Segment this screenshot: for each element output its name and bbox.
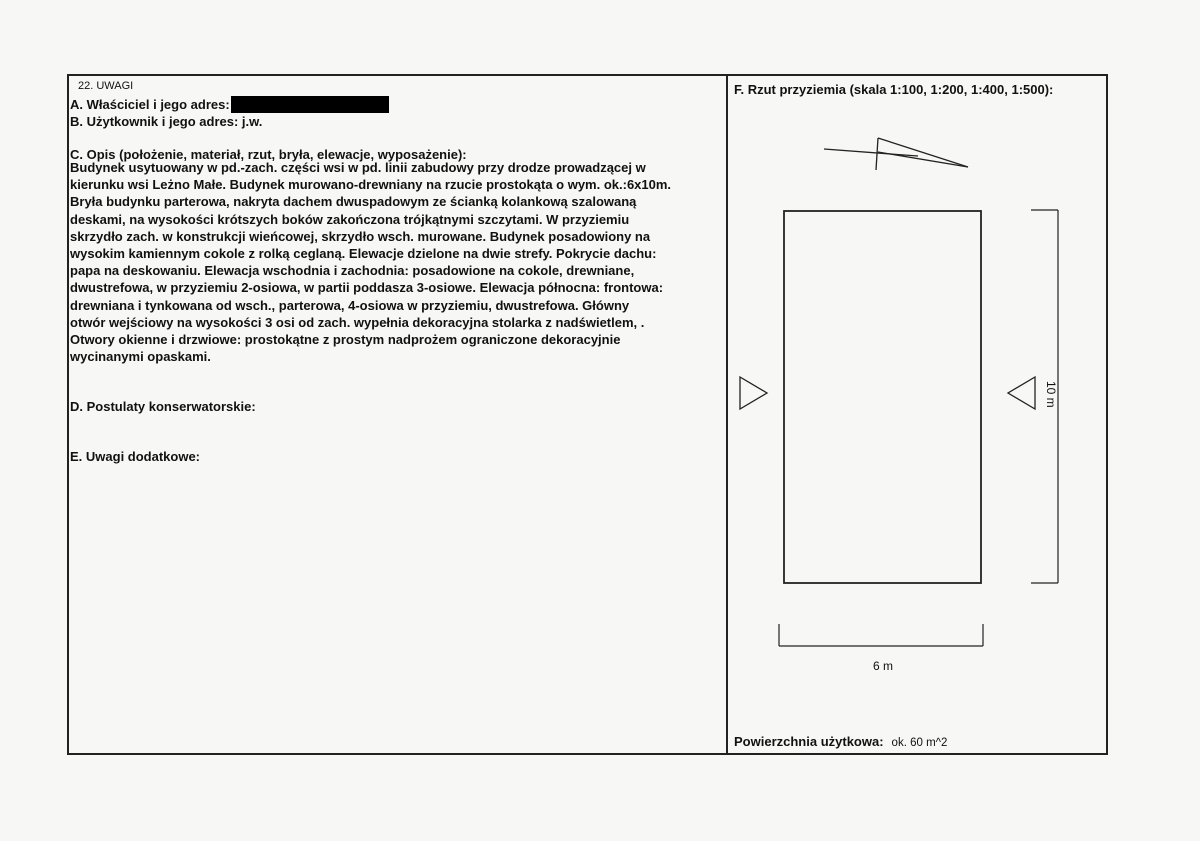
description-line: skrzydło zach. w konstrukcji wieńcowej, skrzydło wsch. murowane. Budynek posadowiony na	[70, 228, 651, 244]
form-sheet	[67, 74, 1108, 755]
description-text	[70, 159, 730, 365]
description-line: deskami, na wysokości krótszych boków zakończona trójkątnymi szczytami. W przyziemiu	[70, 211, 630, 227]
description-line: Otwory okienne i drzwiowe: prostokątne z prostym nadprożem ograniczone dekoracyjnie	[70, 332, 621, 348]
ground-plan-drawing	[728, 76, 1108, 757]
width-label: 6 m	[873, 659, 894, 673]
description-line: papa na deskowaniu. Elewacja wschodnia i zachodnia: posadowione na cokole, drewniane,	[70, 263, 635, 279]
length-label: 10 m	[1044, 381, 1058, 408]
description-line: Bryła budynku parterowa, nakryta dachem dwuspadowym ze ścianką kolankową szalowaną	[70, 194, 637, 210]
usable-area-row	[734, 733, 947, 751]
redacted-address	[231, 96, 389, 113]
owner-row	[70, 96, 389, 113]
usable-area-value: ok. 60 m^2	[891, 737, 948, 749]
description-line: Budynek usytuowany w pd.-zach. części wsi w pd. linii zabudowy przy drodze prowadzącej w	[70, 160, 646, 175]
entrance-arrow-right-icon	[1008, 377, 1035, 409]
description-line: drewniana i tynkowana od wsch., parterowa, 4-osiowa w przyziemiu, dwustrefowa. Główny	[70, 297, 630, 313]
entrance-arrow-left-icon	[740, 377, 767, 409]
description-line: dwustrefowa, w przyziemiu 2-osiowa, w partii poddasza 3-osiowe. Elewacja północna: frontowa:	[70, 280, 664, 296]
usable-area-label: Powierzchnia użytkowa:	[734, 734, 884, 749]
description-line: wysokim kamiennym cokole z rolką ceglaną. Elewacje dzielone na dwie strefy. Pokrycie dachu:	[70, 246, 657, 262]
description-line: wycinanymi opaskami.	[70, 349, 211, 365]
plan-title: F. Rzut przyziemia (skala 1:100, 1:200, 1:400, 1:500):	[734, 82, 1054, 97]
user-label: B. Użytkownik i jego adres: j.w.	[70, 114, 263, 129]
description-line: kierunku wsi Leżno Małe. Budynek murowano-drewniany na rzucie prostokąta o wym. ok.:6x10m.	[70, 177, 672, 193]
remarks-panel	[69, 76, 726, 753]
owner-label: A. Właściciel i jego adres:	[70, 97, 230, 112]
description-line: otwór wejściowy na wysokości 3 osi od zach. wypełnia dekoracyjna stolarka z nadświetlem, .	[70, 314, 645, 330]
section-number: 22. UWAGI	[78, 80, 134, 92]
description-heading: C. Opis (położenie, materiał, rzut, bryła, elewacje, wyposażenie):	[70, 147, 467, 162]
remarks-label: E. Uwagi dodatkowe:	[70, 449, 201, 464]
building-outline	[784, 211, 981, 583]
plan-panel	[728, 76, 1106, 753]
postulates-label: D. Postulaty konserwatorskie:	[70, 399, 256, 414]
width-dimension-line	[779, 624, 983, 646]
north-arrow-icon	[824, 138, 968, 170]
